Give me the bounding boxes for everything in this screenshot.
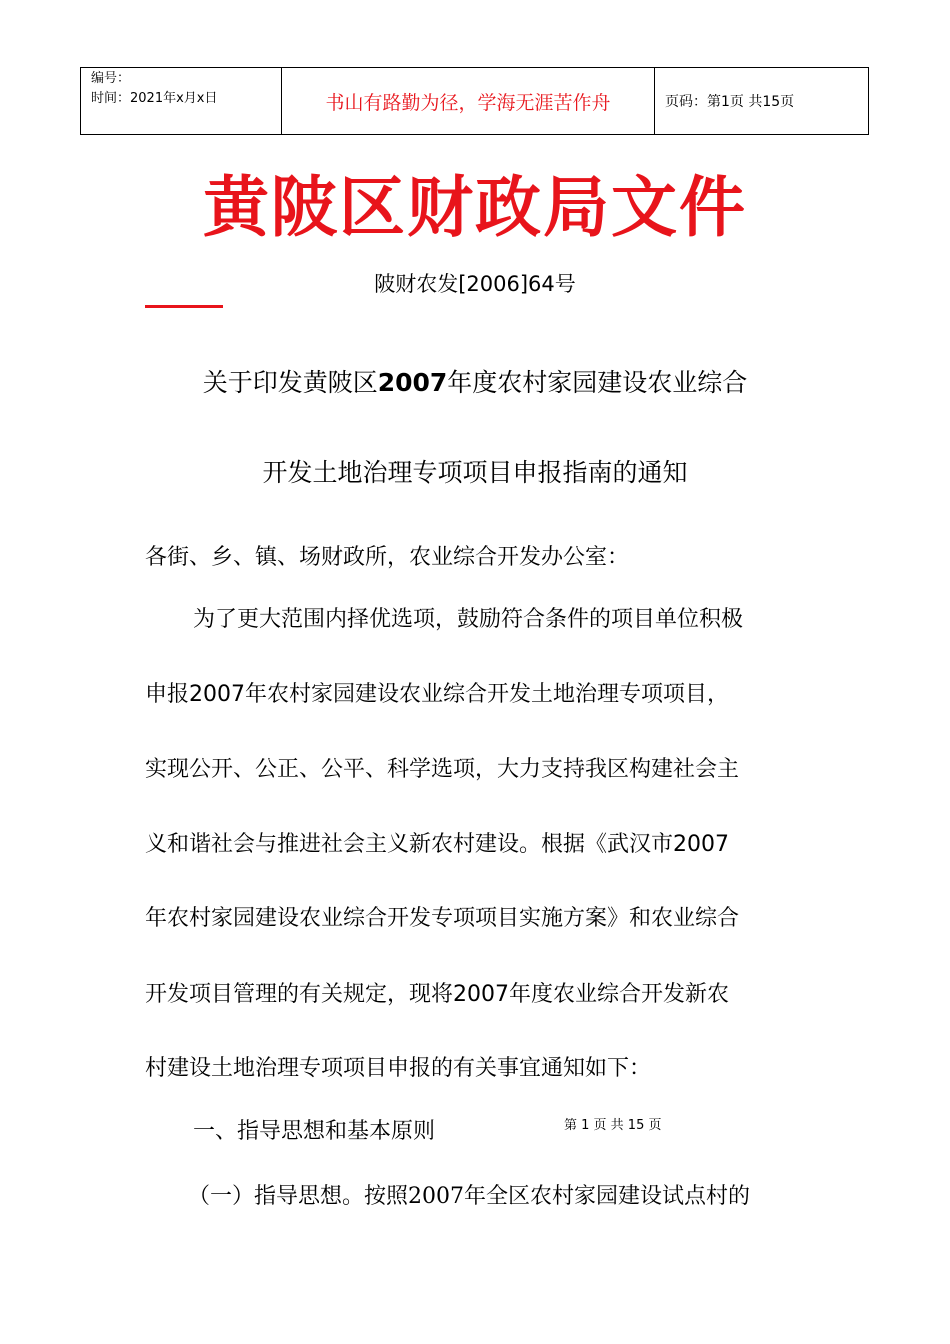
subject-year: 2007 (377, 368, 448, 397)
time-label: 时间：2021年x月x日 (91, 91, 218, 106)
header-meta-cell (81, 68, 282, 134)
body-line: 村建设土地治理专项项目申报的有关事宜通知如下： (145, 1056, 652, 1081)
body-line: 开发项目管理的有关规定，现将2007年度农业综合开发新农 (145, 982, 729, 1007)
body-line: 义和谐社会与推进社会主义新农村建设。根据《武汉市2007 (145, 832, 729, 857)
salutation: 各街、乡、镇、场财政所，农业综合开发办公室： (145, 545, 630, 570)
section-heading: 一、指导思想和基本原则 (193, 1119, 436, 1144)
red-divider (145, 305, 223, 308)
header-page-info: 页码：第1页 共15页 (665, 94, 795, 110)
body-line: 申报2007年农村家园建设农业综合开发土地治理专项项目， (145, 682, 729, 707)
body-line: 年农村家园建设农业综合开发专项项目实施方案》和农业综合 (145, 906, 740, 931)
subject-line-2: 开发土地治理专项项目申报指南的通知 (262, 458, 688, 487)
subsection-line: （一）指导思想。按照2007年全区农村家园建设试点村的 (188, 1184, 751, 1209)
header-table (80, 67, 869, 135)
page-footer: 第 1 页 共 15 页 (564, 1118, 662, 1133)
body-line: 实现公开、公正、公平、科学选项，大力支持我区构建社会主 (145, 757, 740, 782)
subject-line-1: 关于印发黄陂区2007年度农村家园建设农业综合 (202, 368, 748, 397)
motto: 书山有路勤为径，学海无涯苦作舟 (282, 68, 655, 134)
document-number: 陂财农发[2006]64号 (374, 272, 576, 296)
number-label: 编号： (91, 71, 131, 86)
body-line: 为了更大范围内择优选项，鼓励符合条件的项目单位积极 (193, 607, 744, 632)
document-title: 黄陂区财政局文件 (203, 169, 747, 246)
